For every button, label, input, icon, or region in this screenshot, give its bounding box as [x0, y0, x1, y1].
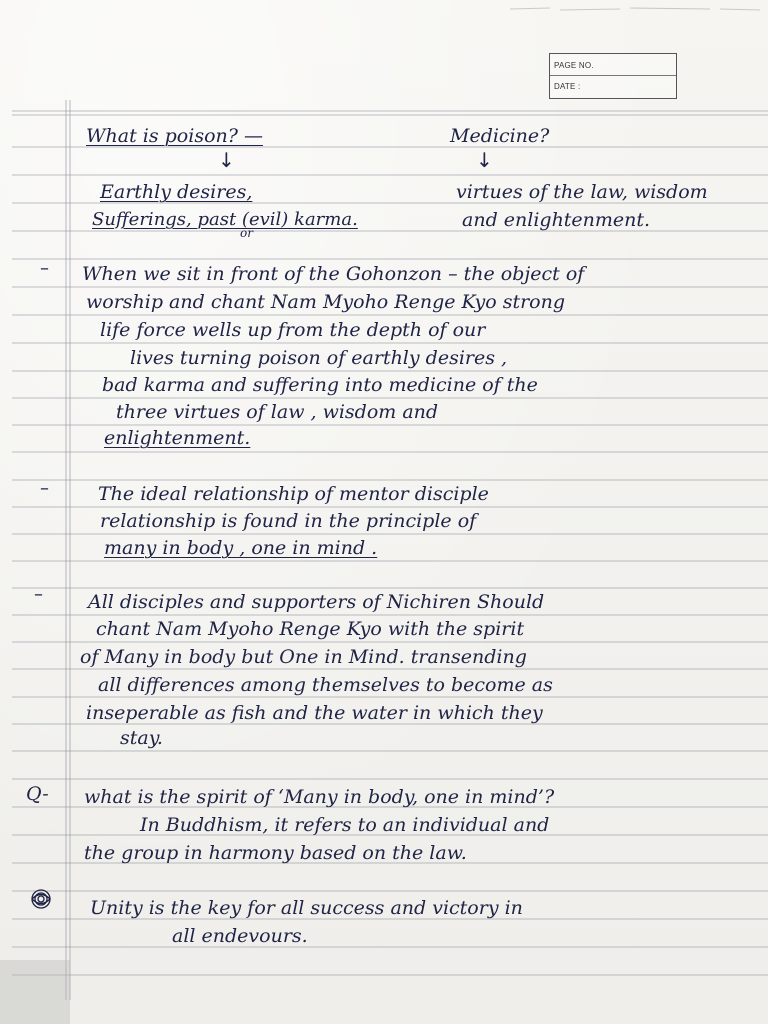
para3-line5: inseperable as fish and the water in which they — [86, 702, 543, 724]
para1-line7: enlightenment. — [104, 427, 251, 449]
answer-line2: the group in harmony based on the law. — [84, 842, 467, 864]
poison-line-1: Earthly desires, — [100, 181, 253, 203]
dash-bullet: – — [40, 478, 49, 499]
para3-line6: stay. — [120, 727, 163, 749]
top-edge-marks — [510, 4, 760, 14]
box-divider — [550, 75, 676, 76]
para1-line6: three virtues of law , wisdom and — [116, 401, 439, 423]
para3-line3: of Many in body but One in Mind. transending — [80, 646, 527, 668]
down-arrow-icon: ↓ — [218, 148, 235, 172]
medicine-heading: Medicine? — [450, 125, 550, 147]
answer-line1: In Buddhism, it refers to an individual and — [140, 814, 550, 836]
para3-line1: All disciples and supporters of Nichiren Should — [88, 591, 545, 613]
unity-line1: Unity is the key for all success and victory in — [90, 897, 523, 919]
para1-line4: lives turning poison of earthly desires , — [130, 347, 508, 369]
medicine-line-2: and enlightenment. — [462, 209, 651, 231]
question-line1: what is the spirit of ‘Many in body, one in mind’? — [84, 786, 555, 808]
poison-heading: What is poison? — — [86, 125, 263, 147]
para2-line1: The ideal relationship of mentor disciple — [98, 483, 489, 505]
date-label: DATE : — [554, 82, 581, 91]
page-no-label: PAGE NO. — [554, 61, 594, 70]
page-date-box — [549, 53, 677, 99]
scribble-icon — [28, 886, 54, 912]
down-arrow-icon: ↓ — [476, 148, 493, 172]
medicine-line-1: virtues of the law, wisdom — [456, 181, 708, 203]
dash-bullet: – — [34, 584, 43, 605]
para2-line2: relationship is found in the principle of — [100, 510, 477, 532]
para1-line5: bad karma and suffering into medicine of the — [102, 374, 538, 396]
or-note: or — [240, 226, 253, 240]
dash-bullet: – — [40, 258, 49, 279]
para3-line4: all differences among themselves to become as — [98, 674, 553, 696]
para2-line3: many in body , one in mind . — [104, 537, 378, 559]
poison-line-2: Sufferings, past (evil) karma. — [92, 209, 358, 230]
question-marker: Q- — [26, 783, 49, 805]
para1-line1: When we sit in front of the Gohonzon – the object of — [82, 263, 585, 285]
para3-line2: chant Nam Myoho Renge Kyo with the spirit — [96, 618, 525, 640]
para1-line3: life force wells up from the depth of our — [100, 319, 486, 341]
para1-line2: worship and chant Nam Myoho Renge Kyo strong — [86, 291, 566, 313]
unity-line2: all endevours. — [172, 925, 308, 947]
